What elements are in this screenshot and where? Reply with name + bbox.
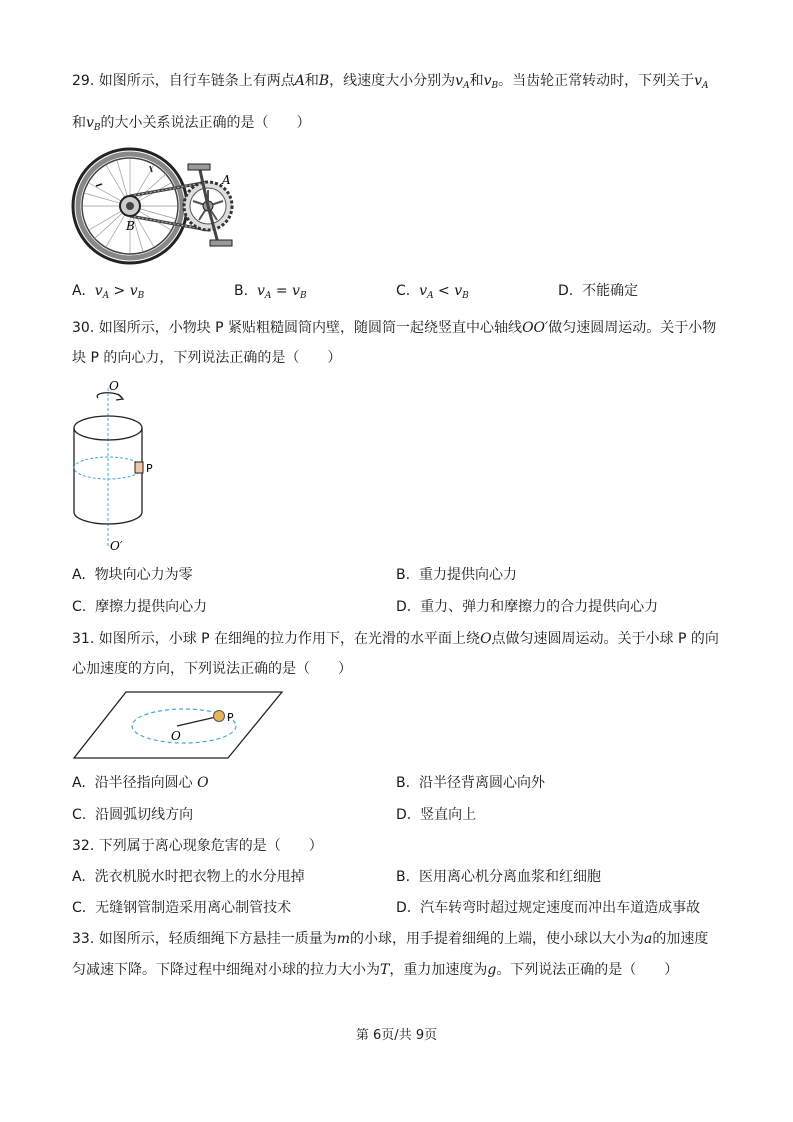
q30-option-a: A. 物块向心力为零 bbox=[72, 567, 193, 583]
q31-line2: 心加速度的方向，下列说法正确的是（ ） bbox=[72, 661, 352, 677]
q32-line1: 32. 下列属于离心现象危害的是（ ） bbox=[72, 838, 323, 854]
q30-option-d: D. 重力、弹力和摩擦力的合力提供向心力 bbox=[396, 599, 659, 615]
q33-line1: 33. 如图所示，轻质细绳下方悬挂一质量为m的小球，用手提着细绳的上端，使小球以大小为a的加速度 bbox=[72, 931, 709, 947]
q31-option-d: D. 竖直向上 bbox=[396, 807, 477, 823]
q32-option-c: C. 无缝钢管制造采用离心制管技术 bbox=[72, 900, 292, 916]
q33-line2: 匀减速下降。下降过程中细绳对小球的拉力大小为T，重力加速度为g。下列说法正确的是（ ） bbox=[72, 962, 679, 978]
q29-line1: 29. 如图所示，自行车链条上有两点A和B，线速度大小分别为$v_A$和$v_B$。当齿轮正常转动时，下列关于$v_A$ bbox=[72, 73, 709, 91]
q32-option-a: A. 洗衣机脱水时把衣物上的水分甩掉 bbox=[72, 869, 305, 885]
q30-line1: 30. 如图所示，小物块 P 紧贴粗糙圆筒内壁，随圆筒一起绕竖直中心轴线OO′做匀速圆周运动。关于小物 bbox=[72, 320, 717, 336]
q29-line2: 和$v_B$的大小关系说法正确的是（ ） bbox=[72, 115, 311, 133]
q32-option-b: B. 医用离心机分离血浆和红细胞 bbox=[396, 869, 601, 885]
cylinder-figure bbox=[72, 378, 172, 554]
q29-option-c: C. $v_A < v_B$ bbox=[396, 283, 469, 301]
plane-figure bbox=[72, 690, 284, 760]
fig-label-p: P bbox=[146, 462, 153, 475]
q31-option-c: C. 沿圆弧切线方向 bbox=[72, 807, 194, 823]
fig-label-p: P bbox=[227, 711, 234, 724]
q30-line2: 块 P 的向心力，下列说法正确的是（ ） bbox=[72, 350, 342, 366]
q32-option-d: D. 汽车转弯时超过规定速度而冲出车道造成事故 bbox=[396, 900, 701, 916]
q31-option-b: B. 沿半径背离圆心向外 bbox=[396, 775, 545, 791]
q31-option-a: A. 沿半径指向圆心 O bbox=[72, 775, 209, 791]
fig-label-a: A bbox=[222, 173, 231, 187]
fig-label-o: O bbox=[171, 729, 181, 743]
bicycle-figure bbox=[72, 148, 242, 266]
q29-option-b: B. $v_A = v_B$ bbox=[234, 283, 307, 301]
q30-option-b: B. 重力提供向心力 bbox=[396, 567, 517, 583]
fig-label-b: B bbox=[126, 219, 135, 233]
q29-option-a: A. $v_A > v_B$ bbox=[72, 283, 145, 301]
fig-label-o: O bbox=[109, 379, 119, 393]
page-footer: 第 6页/共 9页 bbox=[355, 1028, 438, 1043]
q30-option-c: C. 摩擦力提供向心力 bbox=[72, 599, 208, 615]
q29-option-d: D. 不能确定 bbox=[558, 283, 639, 299]
q31-line1: 31. 如图所示，小球 P 在细绳的拉力作用下，在光滑的水平面上绕O点做匀速圆周运动。关于小球 P 的向 bbox=[72, 631, 719, 647]
fig-label-o-prime: O′ bbox=[110, 539, 123, 553]
